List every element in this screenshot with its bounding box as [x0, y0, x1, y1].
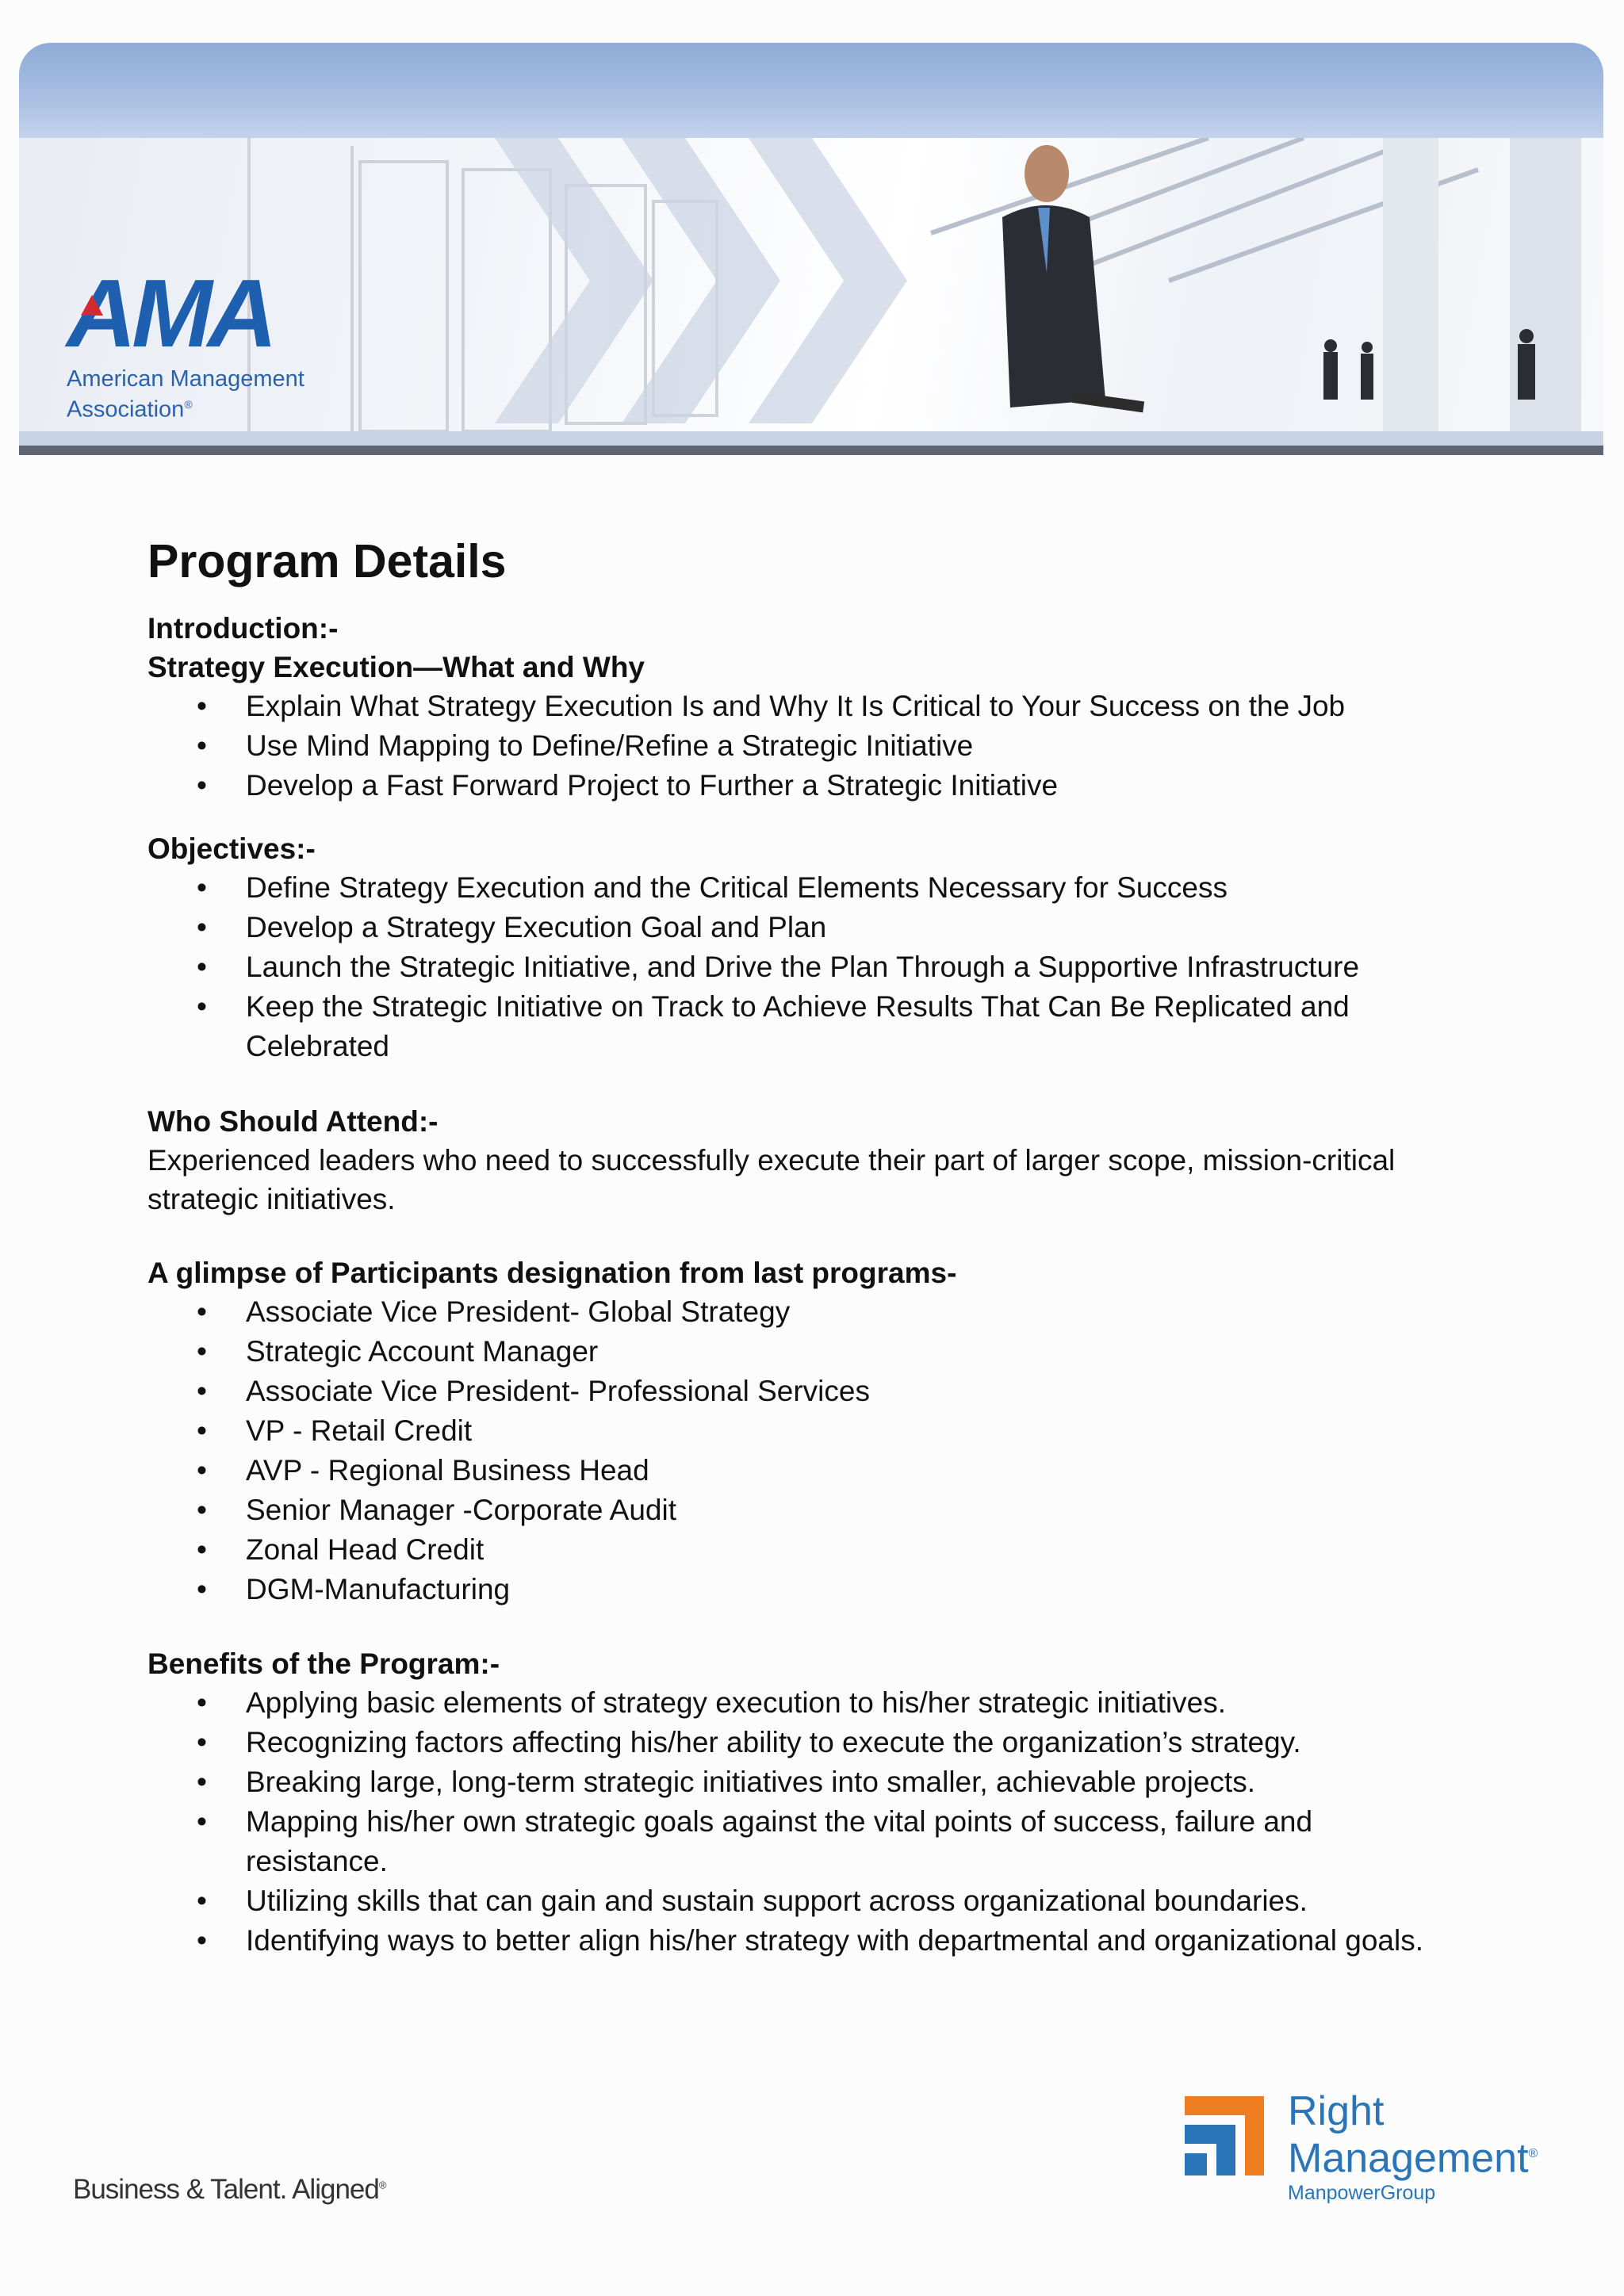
ama-org-name-line2: Association® [67, 396, 193, 423]
footer-tagline: Business & Talent. Aligned® [73, 2174, 386, 2205]
ama-org-name [67, 366, 304, 423]
list-item: • Breaking large, long-term strategic initiatives into smaller, achievable projects. [147, 1762, 1496, 1802]
benefits-heading: Benefits of the Program:- [147, 1647, 500, 1680]
right-management-icon [1185, 2096, 1272, 2183]
list-item: • Explain What Strategy Execution Is and Why It Is Critical to Your Success on the Job [147, 687, 1496, 726]
introduction-section [147, 609, 1496, 806]
list-item: • Applying basic elements of strategy execution to his/her strategic initiatives. [147, 1683, 1496, 1723]
right-management-name: Right Management® [1288, 2088, 1538, 2182]
who-should-attend-text: Experienced leaders who need to successfully execute their part of larger scope, mission-critical strategic initiatives. [147, 1144, 1396, 1215]
list-item: • Launch the Strategic Initiative, and Drive the Plan Through a Supportive Infrastructure [147, 947, 1496, 987]
introduction-list [147, 687, 1496, 806]
who-should-attend-section [147, 1102, 1496, 1219]
participants-section [147, 1253, 1496, 1609]
list-item: • Identifying ways to better align his/her strategy with departmental and organizational goals. [147, 1921, 1496, 1961]
objectives-list [147, 868, 1496, 1066]
header-banner [19, 43, 1603, 455]
list-item: • Mapping his/her own strategic goals against the vital points of success, failure and resistance. [147, 1802, 1388, 1881]
ama-logo [67, 259, 304, 423]
page-title: Program Details [147, 535, 507, 587]
benefits-list [147, 1683, 1496, 1961]
introduction-heading: Introduction:- [147, 612, 339, 645]
ama-logo-mark: AMA [67, 259, 273, 367]
list-item: • Utilizing skills that can gain and sustain support across organizational boundaries. [147, 1881, 1496, 1921]
ama-org-name-line1: American Management [67, 366, 304, 392]
list-item: • Zonal Head Credit [147, 1530, 1496, 1570]
list-item: • Develop a Strategy Execution Goal and Plan [147, 908, 1496, 947]
objectives-heading: Objectives:- [147, 832, 316, 865]
list-item: • AVP - Regional Business Head [147, 1451, 1496, 1490]
list-item: • Use Mind Mapping to Define/Refine a Strategic Initiative [147, 726, 1496, 766]
who-should-attend-heading: Who Should Attend:- [147, 1105, 439, 1138]
banner-gradient [19, 43, 1603, 138]
list-item: • Strategic Account Manager [147, 1332, 1496, 1372]
banner-light-stripe [19, 431, 1603, 446]
list-item: • DGM-Manufacturing [147, 1570, 1496, 1609]
list-item: • Recognizing factors affecting his/her ability to execute the organization’s strategy. [147, 1723, 1496, 1762]
list-item: • VP - Retail Credit [147, 1411, 1496, 1451]
participants-list [147, 1292, 1496, 1609]
manpowergroup-label: ManpowerGroup [1288, 2182, 1436, 2204]
list-item: • Senior Manager -Corporate Audit [147, 1490, 1496, 1530]
participants-heading: A glimpse of Participants designation from last programs- [147, 1257, 957, 1289]
right-management-logo [1185, 2085, 1557, 2212]
ama-red-triangle-icon [81, 295, 103, 316]
document-content [147, 530, 1496, 1961]
introduction-subheading: Strategy Execution—What and Why [147, 651, 645, 683]
list-item: • Define Strategy Execution and the Critical Elements Necessary for Success [147, 868, 1496, 908]
benefits-section [147, 1644, 1496, 1961]
list-item: • Associate Vice President- Professional Services [147, 1372, 1496, 1411]
list-item: • Keep the Strategic Initiative on Track to Achieve Results That Can Be Replicated and Celebrated [147, 987, 1419, 1066]
banner-dark-stripe [19, 446, 1603, 455]
list-item: • Associate Vice President- Global Strategy [147, 1292, 1496, 1332]
objectives-section [147, 829, 1496, 1066]
list-item: • Develop a Fast Forward Project to Further a Strategic Initiative [147, 766, 1496, 806]
